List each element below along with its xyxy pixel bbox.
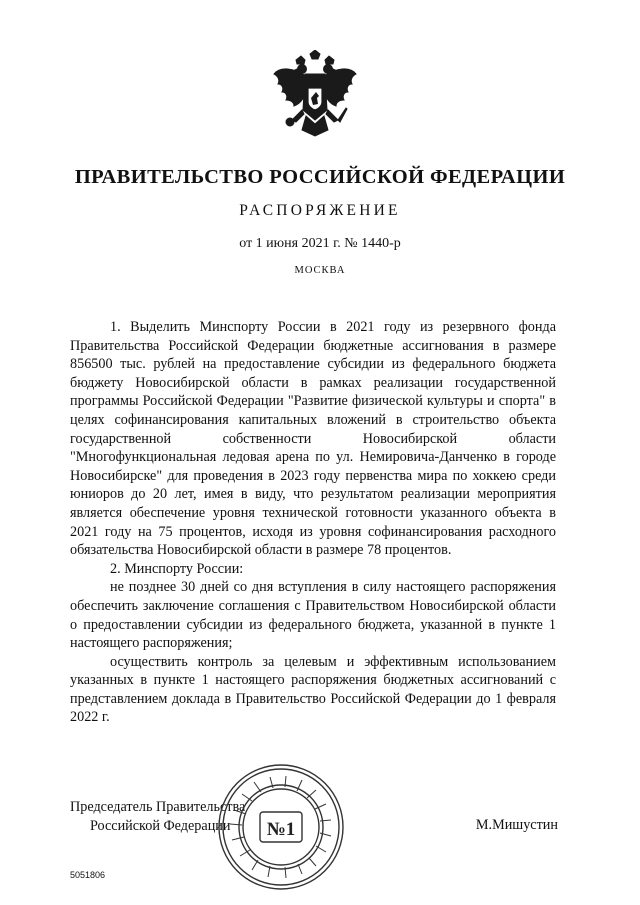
signatory-title-line-2: Российской Федерации <box>90 817 231 834</box>
organization-title: ПРАВИТЕЛЬСТВО РОССИЙСКОЙ ФЕДЕРАЦИИ <box>74 166 566 188</box>
document-body <box>70 318 556 727</box>
paragraph-2-item-1: не позднее 30 дней со дня вступления в силу настоящего распоряжения обеспечить заключение соглашения с Правительством Новосибирской области о предоставлении субсидии из федерального бюджета, указанной в пункте 1 настоящего распоряжения; <box>70 579 556 652</box>
signatory-title-line-1: Председатель Правительства <box>70 799 246 815</box>
paragraph-1: 1. Выделить Минспорту России в 2021 году из резервного фонда Правительства Российской Федерации бюджетные ассигнования в размере 856500 тыс. рублей на предоставление субсидии из федерального бюджета бюджету Новосибирской области в рамках реализации государственной программы Российской Федерации "Развитие физической культуры и спорта" в целях софинансирования капитальных вложений в строительство объекта государственной собственности Новосибирской области "Многофункциональная ледовая арена по ул. Немировича-Данченко в городе Новосибирске" для проведения в 2023 году первенства мира по хоккею среди юниоров до 20 лет, имея в виду, что результатом реализации мероприятия является обеспечение уровня технической готовности указанного объекта в 2021 году на 75 процентов, исходя из уровня софинансирования расходного обязательства Новосибирской области в размере 78 процентов. <box>70 319 556 559</box>
coat-of-arms-icon <box>272 50 358 146</box>
signatory-name: М.Мишустин <box>475 817 558 833</box>
document-type: РАСПОРЯЖЕНИЕ <box>239 202 401 219</box>
official-stamp-icon <box>216 762 346 892</box>
document-city: МОСКВА <box>294 265 346 276</box>
paragraph-2: 2. Минспорту России: <box>110 560 244 577</box>
stamp-number: №1 <box>266 819 296 840</box>
paragraph-2-item-2: осуществить контроль за целевым и эффективным использованием указанных в пункте 1 настоящего распоряжения бюджетных ассигнований с представлением доклада в Правительство Российской Федерации до 1 февраля 2022 г. <box>70 653 556 726</box>
document-serial: 5051806 <box>70 870 106 880</box>
document-date-number: от 1 июня 2021 г. № 1440-р <box>239 236 401 251</box>
